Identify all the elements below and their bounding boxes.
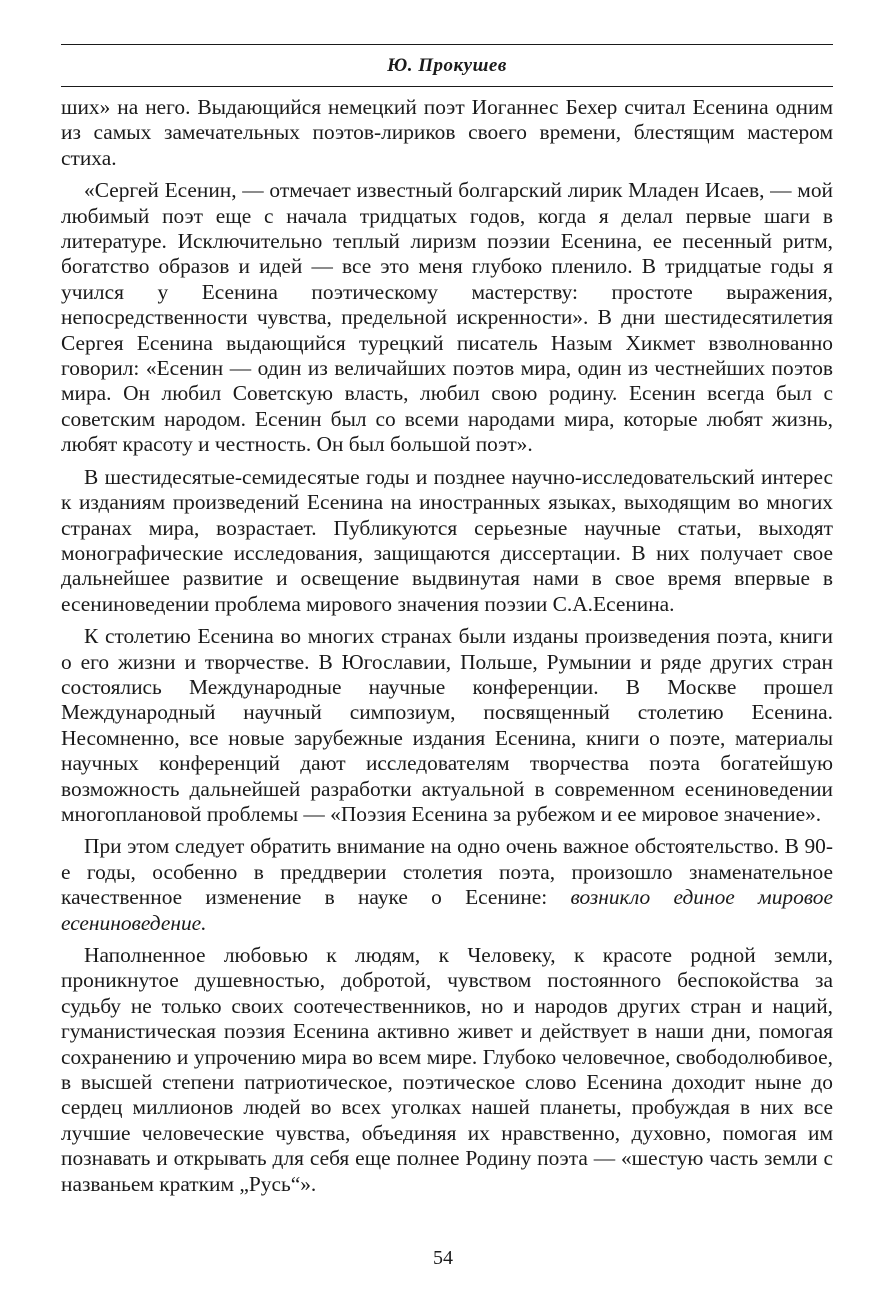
header-bottom-rule (61, 86, 833, 87)
running-title: Ю. Прокушев (387, 55, 507, 76)
paragraph-4: К столетию Есенина во многих странах были изданы произведения поэта, книги о его жизни и творчестве. В Югославии, Польше, Румынии и ряде других стран состоялись Международные научные конференции. В Москве прошел Международный научный симпозиум, посвященный столетию Есенина. Несомненно, все новые зарубежные издания Есенина, книги о поэте, материалы научных конференций дают исследователям творчества поэта богатейшую возможность дальнейшей разработки актуальной в современном есениноведении многоплановой проблемы — «Поэзия Есенина за рубежом и ее мировое значение». (61, 624, 833, 826)
page-number: 54 (433, 1247, 453, 1269)
paragraph-5 (61, 834, 833, 936)
paragraph-3: В шестидесятые-семидесятые годы и позднее научно-исследовательский интерес к изданиям произведений Есенина на иностранных языках, выходящим во многих странах мира, возрастает. Публикуются серьезные научные статьи, выходят монографические исследования, защищаются диссертации. В них получает свое дальнейшее развитие и освещение выдвинутая нами в свое время впервые в есениноведении проблема мирового значения поэзии С.А.Есенина. (61, 464, 833, 616)
paragraph-1: ших» на него. Выдающийся немецкий поэт Иоганнес Бехер считал Есенина одним из самых замечательных поэтов-лириков своего времени, блестящим мастером стиха. (61, 95, 833, 170)
paragraph-6: Наполненное любовью к людям, к Человеку, к красоте родной земли, проникнутое душевностью, добротой, чувством постоянного беспокойства за судьбу не только своих соотечественников, но и народов других стран и наций, гуманистическая поэзия Есенина активно живет и действует в наши дни, помогая сохранению и упрочению мира во всем мире. Глубоко человечное, свободолюбивое, в высшей степени патриотическое, поэтическое слово Есенина доходит ныне до сердец миллионов людей во всех уголках нашей планеты, пробуждая в них все лучшие человеческие чувства, объединяя их нравственно, духовно, помогая им познавать и открывать для себя еще полнее Родину поэта — «шестую часть земли с названьем кратким „Русь“». (61, 943, 833, 1196)
body-text (61, 95, 833, 1197)
paragraph-5-text: При этом следует обратить внимание на одно очень важное обстоятельство. В 90-е годы, особенно в преддверии столетия поэта, произошло знаменательное качественное изменение в науке о Есенине: (61, 834, 833, 910)
page (61, 44, 833, 1204)
paragraph-5-emphasis: возникло единое мировое есениноведение. (61, 885, 833, 935)
paragraph-2: «Сергей Есенин, — отмечает известный болгарский лирик Младен Исаев, — мой любимый поэт еще с начала тридцатых годов, когда я делал первые шаги в литературе. Исключительно теплый лиризм поэзии Есенина, ее песенный ритм, богатство образов и идей — все это меня глубоко пленило. В тридцатые годы я учился у Есенина поэтическому мастерству: простоте выражения, непосредственности чувства, предельной искренности». В дни шестидесятилетия Сергея Есенина выдающийся турецкий писатель Назым Хикмет взволнованно говорил: «Есенин — один из величайших поэтов мира, один из честнейших поэтов мира. Он любил Советскую власть, любил свою родину. Есенин всегда был с советским народом. Есенин был со всеми народами мира, которые любят жизнь, любят красоту и честность. Он был большой поэт». (61, 178, 833, 457)
